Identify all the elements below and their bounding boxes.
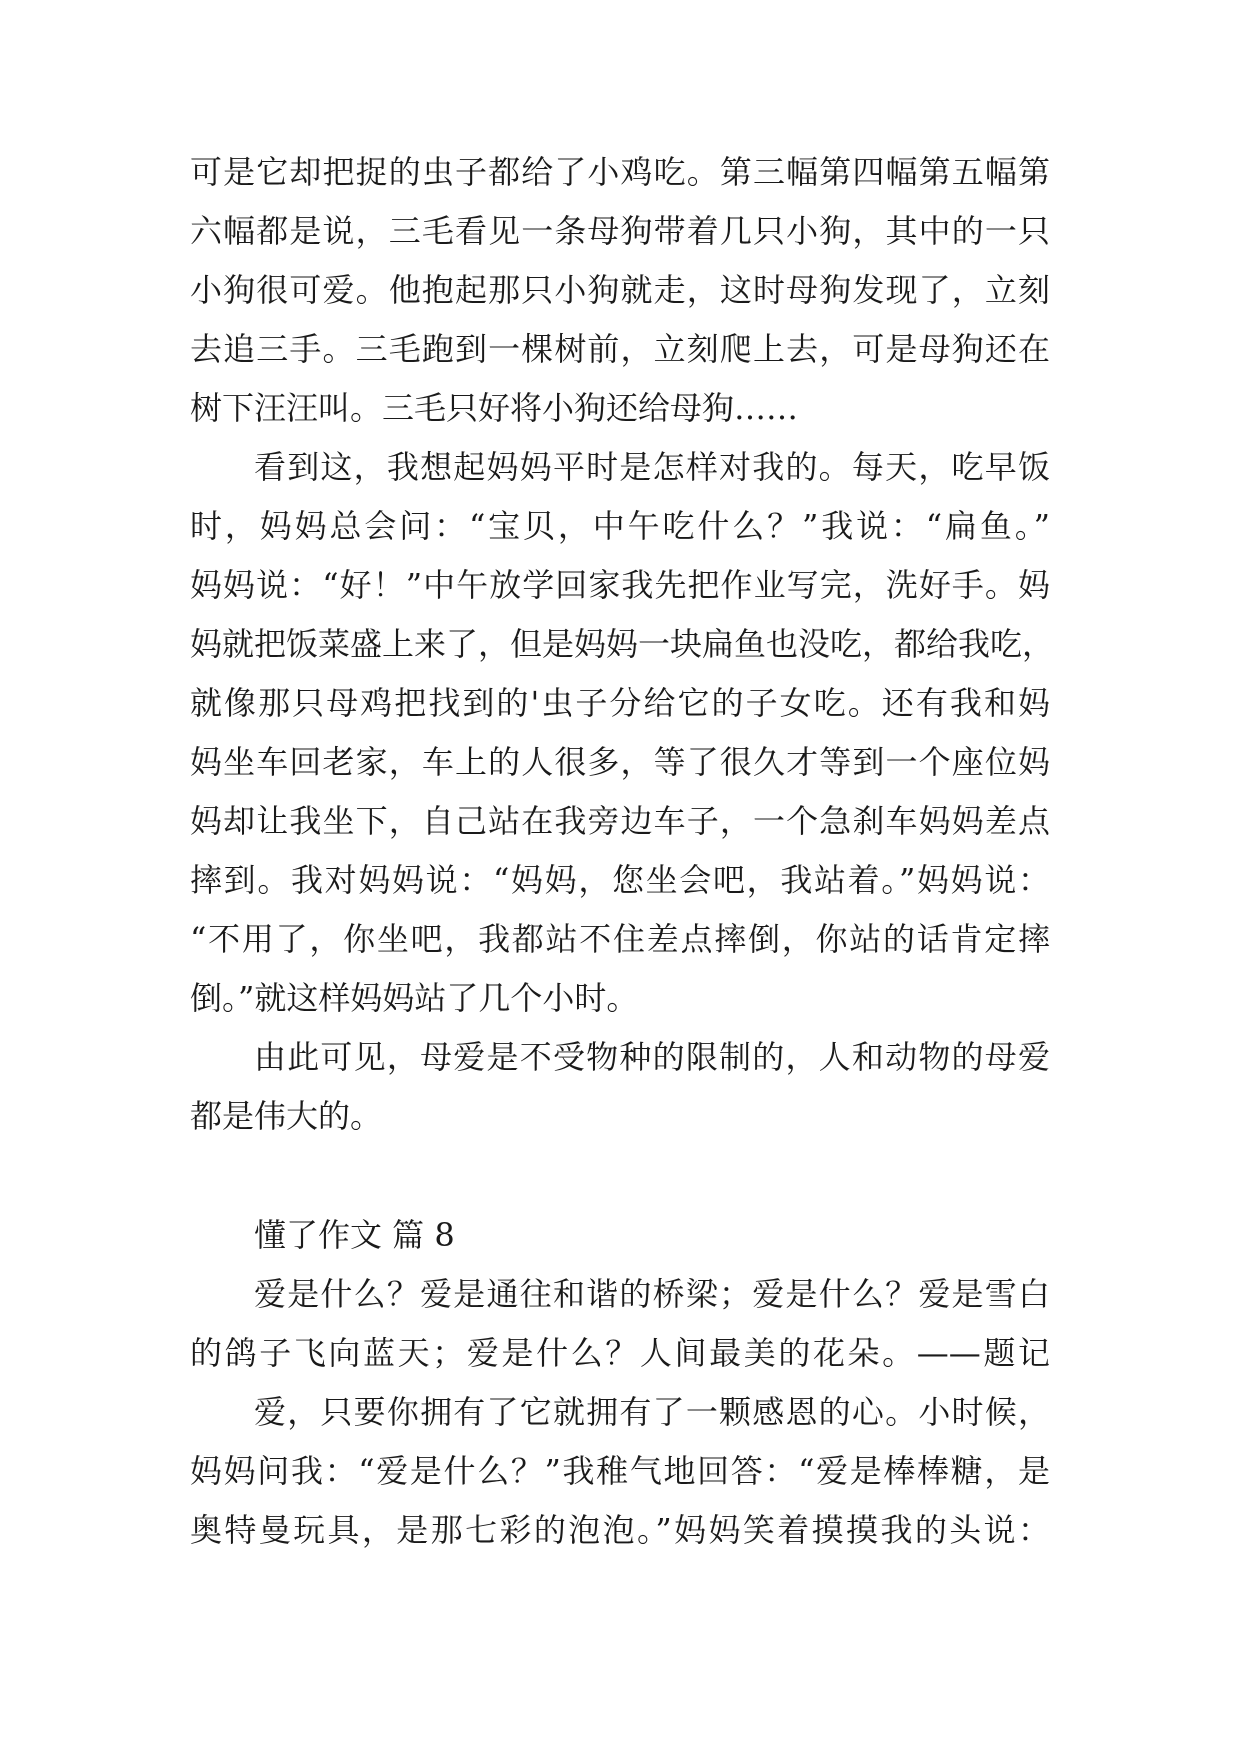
- text-line: 奥特曼玩具，是那七彩的泡泡。”妈妈笑着摸摸我的头说：: [190, 1511, 1050, 1549]
- paragraph-first-line: 爱，只要你拥有了它就拥有了一颗感恩的心。小时候，: [254, 1393, 1050, 1431]
- text-line: 就像那只母鸡把找到的'虫子分给它的子女吃。还有我和妈: [190, 684, 1050, 722]
- text-line: 时，妈妈总会问：“宝贝，中午吃什么？”我说：“扁鱼。”: [190, 507, 1050, 545]
- text-line: 妈妈说：“好！”中午放学回家我先把作业写完，洗好手。妈: [190, 566, 1050, 604]
- text-line: 妈坐车回老家，车上的人很多，等了很久才等到一个座位妈: [190, 743, 1050, 781]
- text-line: 摔到。我对妈妈说：“妈妈，您坐会吧，我站着。”妈妈说：: [190, 861, 1050, 899]
- text-line: 可是它却把捉的虫子都给了小鸡吃。第三幅第四幅第五幅第: [190, 153, 1050, 191]
- text-line: 去追三手。三毛跑到一棵树前，立刻爬上去，可是母狗还在: [190, 330, 1050, 368]
- text-line: 妈却让我坐下，自己站在我旁边车子，一个急刹车妈妈差点: [190, 802, 1050, 840]
- paragraph-first-line: 由此可见，母爱是不受物种的限制的，人和动物的母爱: [254, 1038, 1050, 1076]
- text-line: “不用了，你坐吧，我都站不住差点摔倒，你站的话肯定摔: [190, 920, 1050, 958]
- text-line: 六幅都是说，三毛看见一条母狗带着几只小狗，其中的一只: [190, 212, 1050, 250]
- text-line: 小狗很可爱。他抱起那只小狗就走，这时母狗发现了，立刻: [190, 271, 1050, 309]
- text-line: 树下汪汪叫。三毛只好将小狗还给母狗……: [190, 389, 799, 427]
- text-line: 妈就把饭菜盛上来了，但是妈妈一块扁鱼也没吃，都给我吃，: [190, 625, 1055, 663]
- paragraph-first-line: 看到这，我想起妈妈平时是怎样对我的。每天，吃早饭: [254, 448, 1050, 486]
- paragraph-first-line: 爱是什么？爱是通往和谐的桥梁；爱是什么？爱是雪白: [254, 1275, 1050, 1313]
- section-heading: 懂了作文 篇 8: [254, 1216, 455, 1254]
- text-line: 的鸽子飞向蓝天；爱是什么？人间最美的花朵。——题记: [190, 1334, 1050, 1372]
- text-line: 都是伟大的。: [190, 1097, 383, 1135]
- text-line: 倒。”就这样妈妈站了几个小时。: [190, 979, 639, 1017]
- text-line: 妈妈问我：“爱是什么？”我稚气地回答：“爱是棒棒糖，是: [190, 1452, 1050, 1490]
